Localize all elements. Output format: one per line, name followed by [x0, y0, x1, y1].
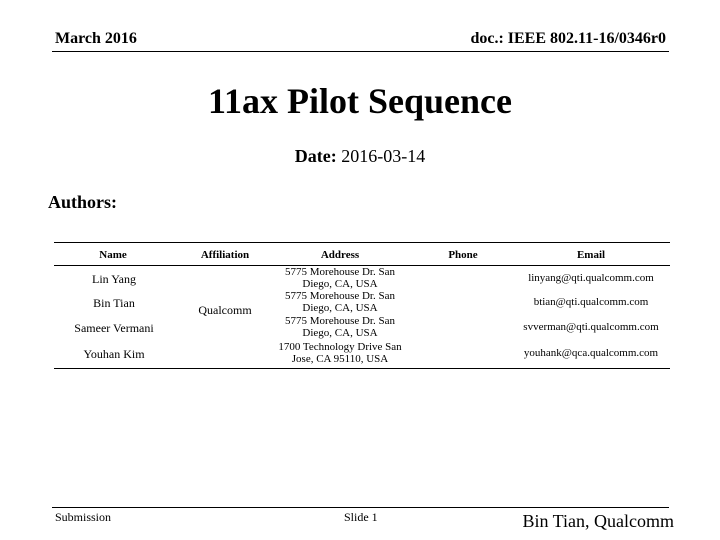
author-email[interactable]: btian@qti.qualcomm.com: [533, 296, 649, 308]
authors-table: [54, 242, 670, 369]
author-name: Lin Yang: [91, 272, 136, 286]
footer-submission: Submission: [55, 510, 112, 524]
column-header-phone: Phone: [448, 249, 478, 261]
author-address: 5775 Morehouse Dr. San Diego, CA, USA: [285, 315, 395, 339]
author-email[interactable]: linyang@qti.qualcomm.com: [528, 272, 654, 284]
date-value: 2016-03-14: [341, 146, 426, 166]
footer-divider: [52, 507, 669, 508]
header-date: March 2016: [55, 30, 137, 47]
column-header-address: Address: [320, 249, 360, 261]
author-email[interactable]: svverman@qti.qualcomm.com: [523, 321, 659, 333]
author-address: 5775 Morehouse Dr. San Diego, CA, USA: [285, 266, 395, 290]
slide-title: 11ax Pilot Sequence: [208, 81, 512, 121]
author-name: Youhan Kim: [83, 347, 145, 361]
header-doc-id: doc.: IEEE 802.11-16/0346r0: [470, 30, 666, 47]
date-line: [0, 146, 720, 167]
author-email[interactable]: youhank@qca.qualcomm.com: [523, 347, 659, 359]
header-divider: [52, 51, 669, 52]
author-address: 1700 Technology Drive San Jose, CA 95110, USA: [278, 341, 402, 365]
footer-slide-number: Slide 1: [344, 510, 378, 524]
authors-label: Authors:: [48, 192, 118, 212]
author-name: Sameer Vermani: [74, 321, 154, 335]
column-header-affiliation: Affiliation: [200, 249, 250, 261]
author-affiliation: Qualcomm: [198, 303, 252, 317]
column-header-name: Name: [99, 249, 127, 261]
footer-author: Bin Tian, Qualcomm: [522, 511, 674, 531]
author-name: Bin Tian: [93, 296, 135, 310]
date-label: Date:: [294, 146, 337, 166]
column-header-email: Email: [576, 249, 606, 261]
author-address: 5775 Morehouse Dr. San Diego, CA, USA: [285, 290, 395, 314]
